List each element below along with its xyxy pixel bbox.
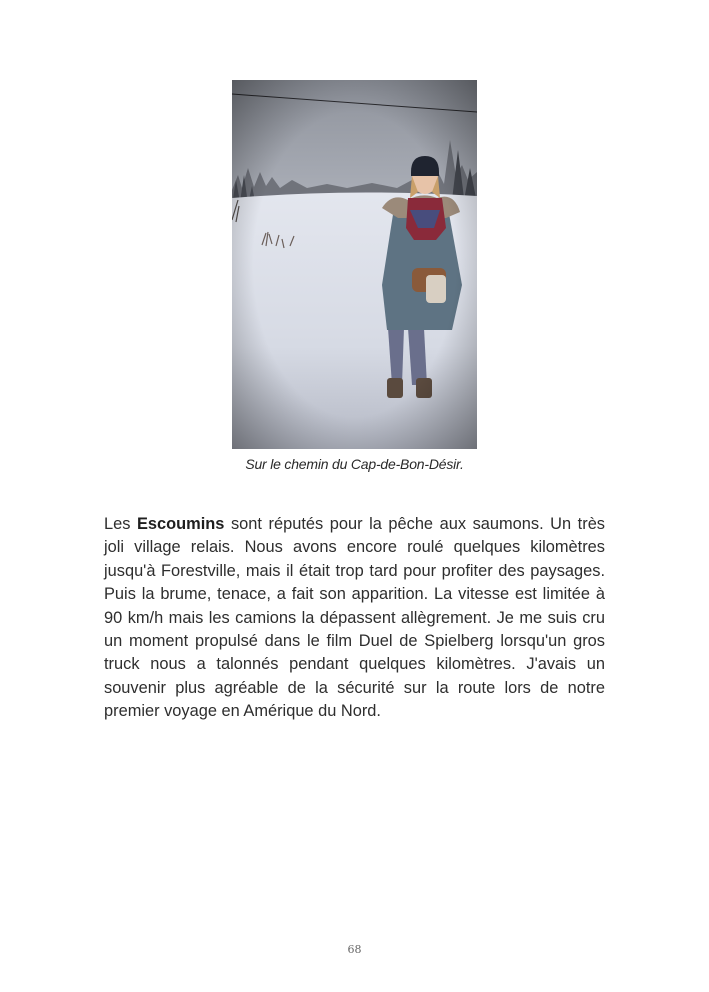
winter-photo <box>232 80 477 449</box>
winter-photo-illustration <box>232 80 477 449</box>
body-paragraph <box>104 513 605 724</box>
figure-caption: Sur le chemin du Cap-de-Bon-Désir. <box>245 456 464 472</box>
paragraph-rest: sont réputés pour la pêche aux saumons. Un très joli village relais. Nous avons encore roulé quelques kilomètres jusqu'à Forestville, mais il était trop tard pour profiter des paysages. Puis la brume, tenace, a fait son apparition. La vitesse est limitée à 90 km/h mais les camions la dépassent allègrement. Je me suis cru un moment propulsé dans le film Duel de Spielberg lorsqu'un gros truck nous a talonnés pendant quelques kilomètres. J'avais un souvenir plus agréable de la sécurité sur la route lors de notre premier voyage en Amérique du Nord. <box>104 515 606 721</box>
paragraph-lead: Les <box>104 515 137 533</box>
bold-term: Escoumins <box>136 515 225 533</box>
page-number: 68 <box>347 943 362 956</box>
